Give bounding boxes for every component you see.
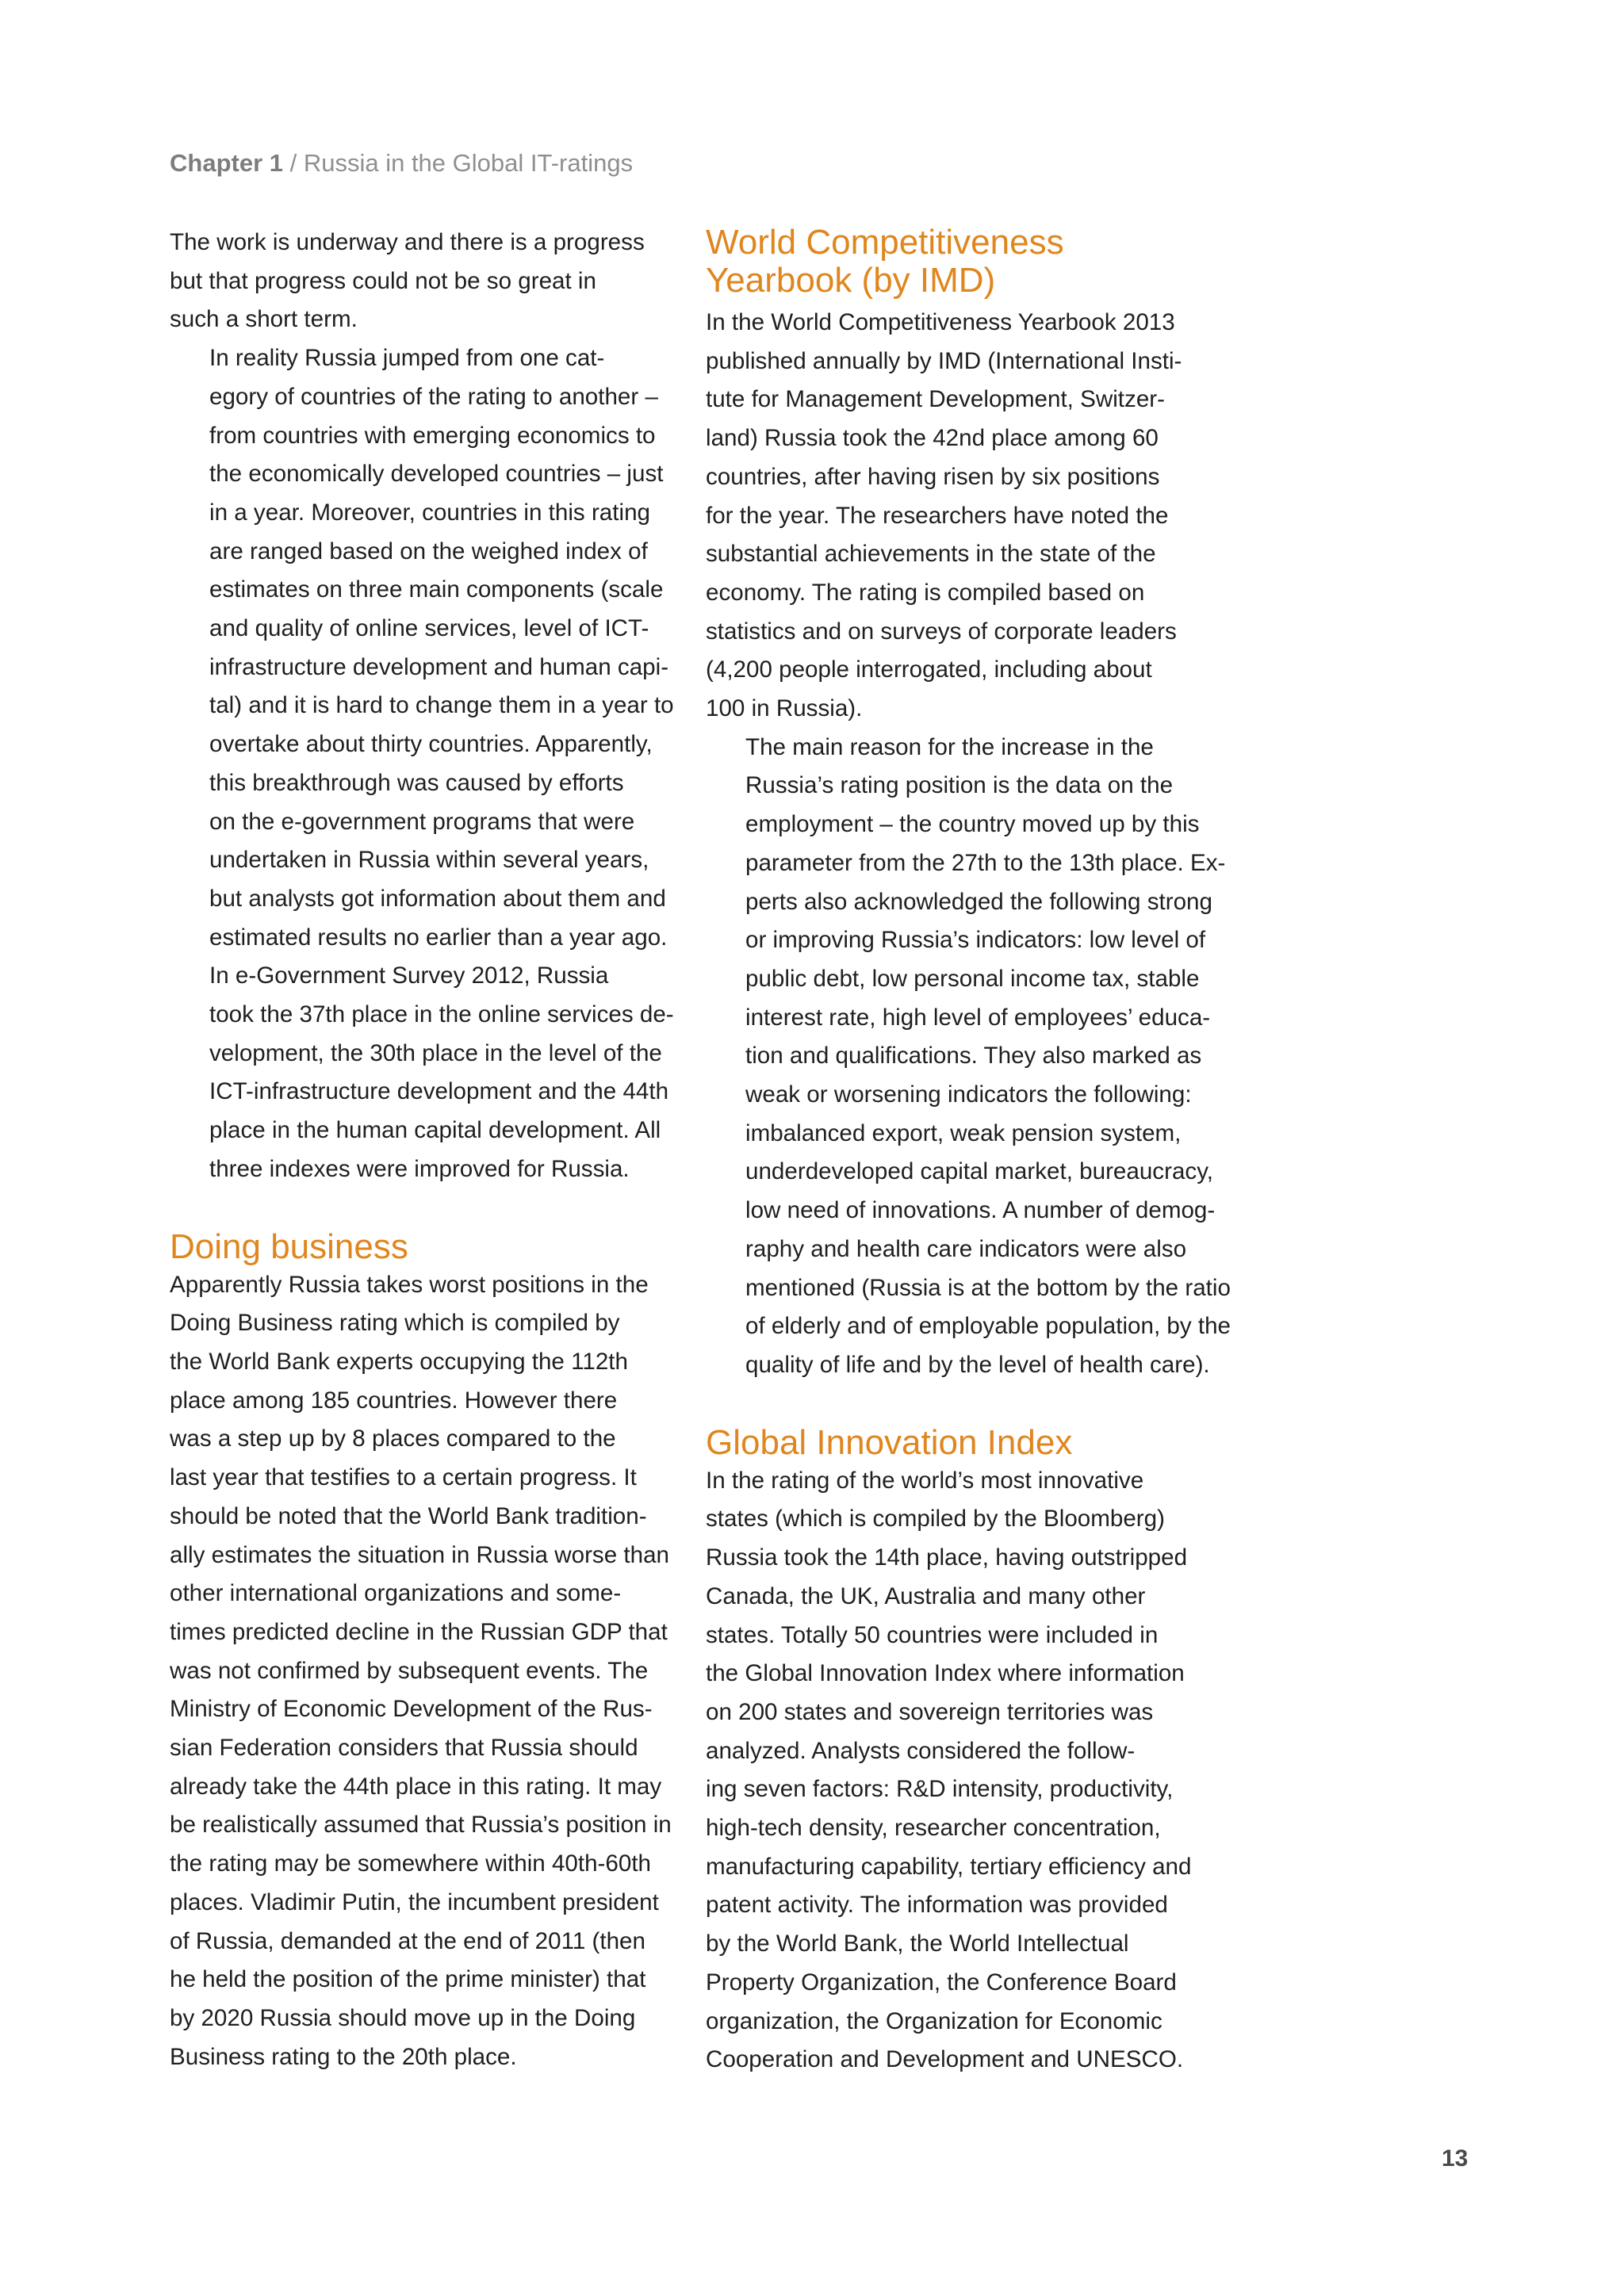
paragraph: The work is underway and there is a progress but that progress could not be so great in such a short term.	[170, 229, 645, 333]
paragraph: In the rating of the world’s most innovative states (which is compiled by the Bloomberg) Russia took the 14th place, having outstripped Canada, the UK, Australia and many other states. Totally 50 countries were included in the Global Innovation Index where information on 200 states and sovereign territories was analyzed. Analysts considered the follow- ing seven factors: R&D intensity, productivity, high-tech density, researcher concentration, manufacturing capability, tertiary efficiency and patent activity. The information was provided by the World Bank, the World Intellectual Property Organization, the Conference Board organization, the Organization for Economic Cooperation and Development and UNESCO.	[706, 1467, 1192, 2073]
paragraph: The main reason for the increase in the Russia’s rating position is the data on the employment – the country moved up by this parameter from the 27th to the 13th place. Ex- perts also acknowledged the following strong or improving Russia’s indicators: low level of public debt, low personal income tax, stable interest rate, high level of employees’ educa- tion and qualifications. They also marked as weak or worsening indicators the following: imbalanced export, weak pension system, underdeveloped capital market, bureaucracy, low need of innovations. A number of demog- raphy and health care indicators were also mentioned (Russia is at the bottom by the ratio of elderly and of employable population, by the quality of life and by the level of health care).	[745, 733, 1231, 1378]
heading-global-innovation-index: Global Innovation Index	[706, 1422, 1073, 1462]
right-column	[706, 223, 1231, 2080]
header-separator: /	[282, 149, 304, 177]
paragraph: Apparently Russia takes worst positions in the Doing Business rating which is compiled by the World Bank experts occupying the 112th place among 185 countries. However there was a step up by 8 places compared to the last year that testifies to a certain progress. It should be noted that the World Bank tradition- ally estimates the situation in Russia worse than other international organizations and some- times predicted decline in the Russian GDP that was not confirmed by subsequent events. The Ministry of Economic Development of the Rus- sian Federation considers that Russia should already take the 44th place in this rating. It may be realistically assumed that Russia’s position in the rating may be somewhere within 40th-60th places. Vladimir Putin, the incumbent president of Russia, demanded at the end of 2011 (then he held the position of the prime minister) that by 2020 Russia should move up in the Doing Business rating to the 20th place.	[170, 1271, 672, 2070]
paragraph: In reality Russia jumped from one cat- egory of countries of the rating to another – from countries with emerging economics to the economically developed countries – just in a year. Moreover, countries in this rating are ranged based on the weighed index of estimates on three main components (scale and quality of online services, level of ICT- infrastructure development and human capi- tal) and it is hard to change them in a year to overtake about thirty countries. Apparently, this breakthrough was caused by efforts on the e-government programs that were undertaken in Russia within several years, but analysts got information about them and estimated results no earlier than a year ago.	[209, 345, 674, 951]
page-number: 13	[1442, 2145, 1469, 2172]
chapter-label: Chapter 1	[170, 149, 283, 177]
paragraph: In e-Government Survey 2012, Russia took the 37th place in the online services de- velopment, the 30th place in the level of the ICT-infrastructure development and the 44th place in the human capital development. All three indexes were improved for Russia.	[209, 962, 674, 1182]
left-column	[170, 224, 677, 2076]
heading-doing-business: Doing business	[170, 1226, 408, 1266]
paragraph: In the World Competitiveness Yearbook 2013 published annually by IMD (International Insti- tute for Management Development, Switzer- land) Russia took the 42nd place among 60 countries, after having risen by six positions for the year. The researchers have noted the substantial achievements in the state of the economy. The rating is compiled based on statistics and on surveys of corporate leaders (4,200 people interrogated, including about 100 in Russia).	[706, 309, 1182, 722]
section-title: Russia in the Global IT-ratings	[303, 149, 634, 177]
heading-world-competitiveness: World Competitiveness Yearbook (by IMD)	[706, 223, 1064, 300]
running-head	[170, 147, 633, 179]
